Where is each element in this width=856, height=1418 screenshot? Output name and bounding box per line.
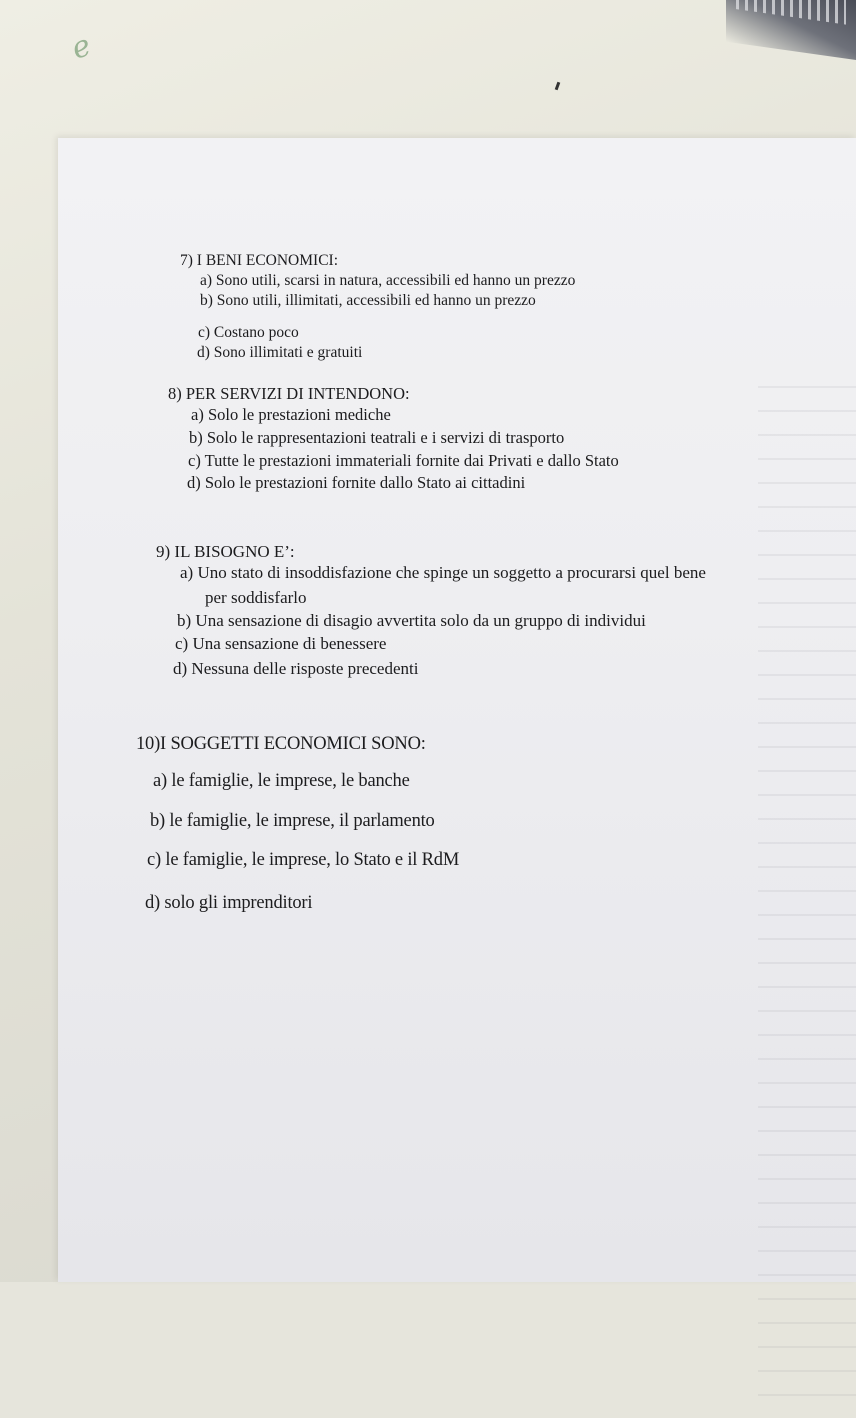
option-c: c) Costano poco bbox=[198, 324, 299, 341]
option-c: c) Tutte le prestazioni immateriali fornite dai Privati e dallo Stato bbox=[188, 451, 619, 470]
question-title: 9) IL BISOGNO E’: bbox=[156, 542, 295, 561]
option-b: b) Sono utili, illimitati, accessibili ed hanno un prezzo bbox=[200, 292, 536, 309]
question-title: 10)I SOGGETTI ECONOMICI SONO: bbox=[136, 734, 426, 754]
option-d: d) solo gli imprenditori bbox=[145, 893, 313, 913]
bleed-through-text bbox=[758, 368, 856, 1418]
option-c: c) Una sensazione di benessere bbox=[175, 634, 387, 653]
option-d: d) Sono illimitati e gratuiti bbox=[197, 344, 363, 361]
question-title: 8) PER SERVIZI DI INTENDONO: bbox=[168, 384, 410, 403]
option-b: b) le famiglie, le imprese, il parlamento bbox=[150, 811, 435, 831]
option-a: a) Uno stato di insoddisfazione che spinge un soggetto a procurarsi quel bene bbox=[180, 563, 706, 582]
option-c: c) le famiglie, le imprese, lo Stato e il RdM bbox=[147, 850, 460, 870]
option-d: d) Nessuna delle risposte precedenti bbox=[173, 659, 419, 678]
option-a: a) Sono utili, scarsi in natura, accessibili ed hanno un prezzo bbox=[200, 272, 576, 289]
option-a-continued: per soddisfarlo bbox=[205, 588, 307, 607]
question-title: 7) I BENI ECONOMICI: bbox=[180, 252, 338, 269]
option-b: b) Una sensazione di disagio avvertita solo da un gruppo di individui bbox=[177, 611, 646, 630]
option-d: d) Solo le prestazioni fornite dallo Stato ai cittadini bbox=[187, 473, 526, 492]
option-a: a) Solo le prestazioni mediche bbox=[191, 405, 391, 424]
ink-mark: ℯ bbox=[67, 28, 96, 66]
option-b: b) Solo le rappresentazioni teatrali e i servizi di trasporto bbox=[189, 428, 565, 447]
binder-rings bbox=[736, 0, 846, 25]
option-a: a) le famiglie, le imprese, le banche bbox=[153, 771, 410, 791]
